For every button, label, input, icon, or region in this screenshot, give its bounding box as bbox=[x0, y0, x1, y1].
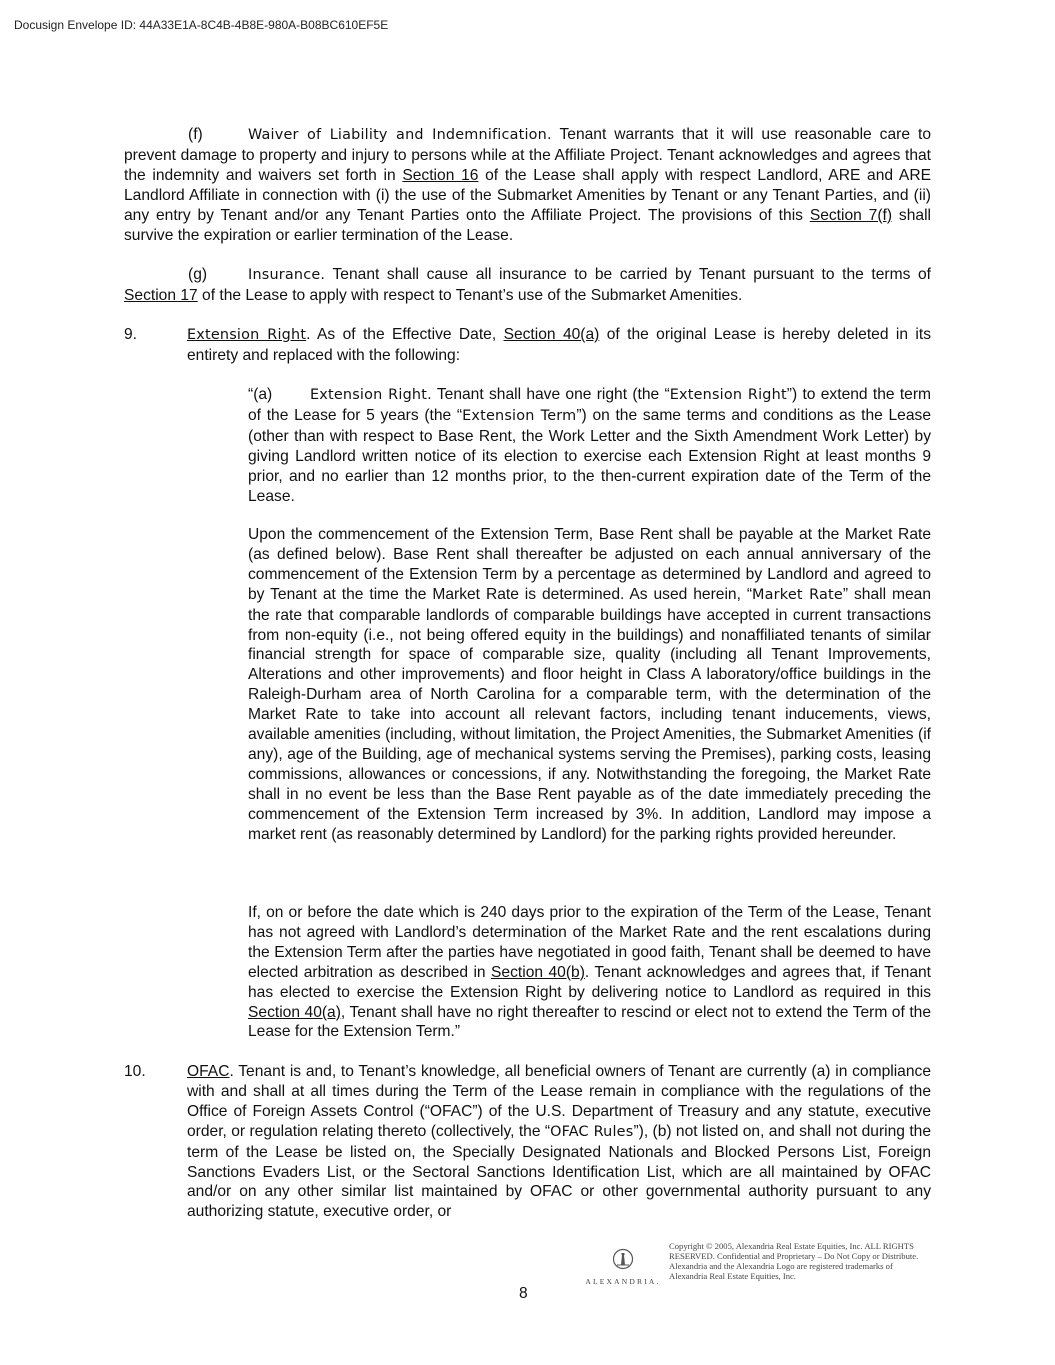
term-market-rate: Market Rate bbox=[752, 586, 843, 603]
quote-a-text: Tenant shall have one right (the “ bbox=[431, 386, 670, 403]
term-extension-right: Extension Right bbox=[669, 387, 787, 403]
page-number: 8 bbox=[519, 1285, 528, 1302]
section-10-heading: OFAC bbox=[187, 1063, 230, 1080]
section-10-number: 10. bbox=[124, 1063, 146, 1080]
market-rate-text: Upon the commencement of the Extension Term, Base Rent shall be payable at the Market Rate (as defined below). Base Rent shall thereafter be adjusted on each annual anniversary of the commencement of the Extension Term by a percentage as determined by Landlord and agreed to by Tenant at the time the Market Rate is determined. As used herein, “ bbox=[248, 526, 931, 603]
arbitration-text: . Tenant acknowledges and agrees that, if Tenant has elected to exercise the Extension Right by delivering notice to Landlord as required in this bbox=[248, 963, 931, 1001]
quote-a-text: ”) to extend the term of the Lease for 5 years (the “ bbox=[248, 386, 932, 424]
copyright-notice: Copyright © 2005, Alexandria Real Estate Equities, Inc. ALL RIGHTS RESERVED. Confidential and Proprietary – Do Not Copy or Distribute. Alexandria and the Alexandria Logo are registered trademarks of Alexandria Real Estate Equities, Inc. bbox=[669, 1241, 919, 1281]
paragraph-g-text: Tenant shall cause all insurance to be carried by Tenant pursuant to the terms of bbox=[325, 266, 931, 283]
paragraph-f-text: shall survive the expiration or earlier termination of the Lease. bbox=[124, 206, 931, 244]
quote-a-heading: Extension Right. bbox=[310, 387, 432, 403]
quote-a-label: “(a) bbox=[248, 386, 273, 403]
section-9-arbitration bbox=[248, 903, 931, 1042]
paragraph-f-heading: Waiver of Liability and Indemnification. bbox=[248, 127, 552, 143]
term-extension-term: Extension Term bbox=[462, 407, 577, 424]
paragraph-g bbox=[124, 265, 931, 306]
section-9-number: 9. bbox=[124, 326, 138, 343]
market-rate-text: ” shall mean the rate that comparable landlords of comparable buildings have accepted in current transactions from non-equity (i.e., not being offered equity in the buildings) and nonaffiliated tenants of similar financial strength for space of comparable size, quality (including all Tenant Improvements, Alterations and other improvements) and floor height in Class A laboratory/office buildings in the Raleigh-Durham area of North Carolina for a comparable term, with the determination of the Market Rate to take into account all relevant factors, including tenant inducements, views, available amenities (including, without limitation, the Project Amenities, the Submarket Amenities (if any), age of the Building, age of mechanical systems serving the Premises), parking costs, leasing commissions, allowances or concessions, if any. Notwithstanding the foregoing, the Market Rate shall in no event be less than the Base Rent payable as of the date immediately preceding the commencement of the Extension Term increased by 3%. In addition, Landlord may impose a market rent (as reasonably determined by Landlord) for the parking rights provided hereunder. bbox=[248, 585, 932, 843]
paragraph-f bbox=[124, 125, 931, 245]
section-10-text: ”), (b) not listed on, and shall not during the term of the Lease be listed on, the Specially Designated Nationals and Blocked Persons List, Foreign Sanctions Evaders List, or the Sectoral Sanctions Identification List, which are all maintained by OFAC and/or on any other similar list maintained by OFAC or other governmental authority pursuant to any authorizing statute, executive order, or bbox=[187, 1122, 931, 1221]
paragraph-f-label: (f) bbox=[188, 126, 203, 143]
alexandria-logo bbox=[583, 1248, 663, 1286]
section-16-ref: Section 16 bbox=[402, 166, 479, 184]
section-9-heading: Extension Right bbox=[187, 327, 307, 343]
logo-wordmark: ALEXANDRIA. bbox=[585, 1277, 661, 1286]
term-ofac-rules: OFAC Rules bbox=[550, 1123, 634, 1140]
paragraph-g-heading: Insurance. bbox=[248, 267, 326, 283]
section-9-text: of the original Lease is hereby deleted in its entirety and replaced with the following: bbox=[187, 326, 932, 364]
section-40a-ref: Section 40(a) bbox=[503, 326, 600, 343]
paragraph-g-text: of the Lease to apply with respect to Tenant’s use of the Submarket Amenities. bbox=[197, 286, 743, 304]
envelope-id: Docusign Envelope ID: 44A33E1A-8C4B-4B8E-980A-B08BC610EF5E bbox=[14, 18, 389, 32]
section-40a-ref: Section 40(a) bbox=[248, 1003, 341, 1021]
section-9-market-rate bbox=[248, 525, 931, 845]
paragraph-f-text: of the Lease shall apply with respect Landlord, ARE and ARE Landlord Affiliate in connection with (i) the use of the Submarket Amenities by Tenant or any Tenant Parties, and (ii) any entry by Tenant and/or any Tenant Parties onto the Affiliate Project. The provisions of this bbox=[124, 166, 931, 224]
section-9-text: . As of the Effective Date, bbox=[306, 326, 504, 343]
section-10-text: . Tenant is and, to Tenant’s knowledge, all beneficial owners of Tenant are currently (a) in compliance with and shall at all times during the Term of the Lease remain in compliance with the regulations of the Office of Foreign Assets Control (“OFAC”) of the U.S. Department of Treasury and any statute, executive order, or regulation relating thereto (collectively, the “ bbox=[187, 1063, 931, 1140]
section-40b-ref: Section 40(b) bbox=[491, 963, 585, 981]
section-10 bbox=[187, 1062, 931, 1222]
paragraph-f-text: Tenant warrants that it will use reasonable care to prevent damage to property and injury to persons while at the Affiliate Project. Tenant acknowledges and agrees that the indemnity and waivers set forth in bbox=[124, 126, 931, 184]
arbitration-text: , Tenant shall have no right thereafter to rescind or elect not to extend the Term of the Lease for the Extension Term.” bbox=[248, 1003, 931, 1041]
section-7f-ref: Section 7(f) bbox=[809, 206, 893, 224]
section-9 bbox=[187, 325, 931, 366]
quote-a-text: ”) on the same terms and conditions as the Lease (other than with respect to Base Rent, the Work Letter and the Sixth Amendment Work Letter) by giving Landlord written notice of its election to exercise each Extension Right at least months 9 prior, and no earlier than 12 months prior, to the then-current expiration date of the Term of the Lease. bbox=[248, 406, 931, 505]
lighthouse-icon bbox=[612, 1248, 634, 1270]
paragraph-g-label: (g) bbox=[188, 266, 208, 283]
arbitration-text: If, on or before the date which is 240 days prior to the expiration of the Term of the Lease, Tenant has not agreed with Landlord’s determination of the Market Rate and the rent escalations during the Extension Term after the parties have negotiated in good faith, Tenant shall be deemed to have elected arbitration as described in bbox=[248, 904, 931, 981]
section-17-ref: Section 17 bbox=[124, 286, 198, 304]
section-9-quote-a bbox=[248, 385, 931, 506]
